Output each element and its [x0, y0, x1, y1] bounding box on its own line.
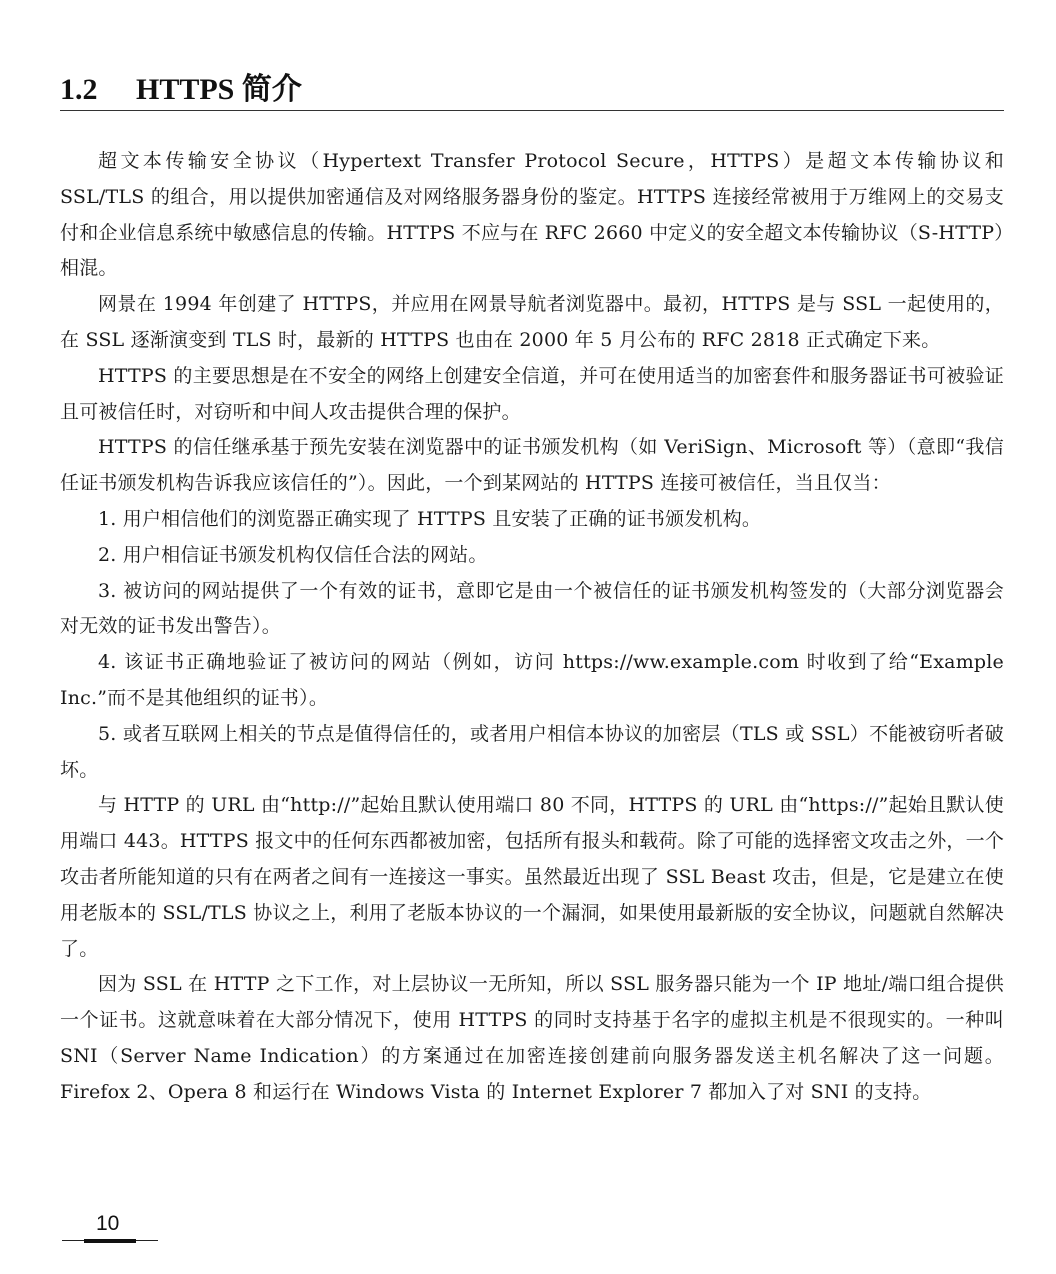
paragraph-url-port: 与 HTTP 的 URL 由“http://”起始且默认使用端口 80 不同，HTTPS 的 URL 由“https://”起始且默认使用端口 443。HTTPS 报文中的任何东西都被加密，包括所有报头和载荷。除了可能的选择密文攻击之外，一个攻击者所能知道的只有在两者之间有一连接这一事实。虽然最近出现了 SSL Beast 攻击，但是，它是建立在使用老版本的 SSL/TLS 协议之上，利用了老版本协议的一个漏洞，如果使用最新版的安全协议，问题就自然解决了。: [60, 794, 1005, 960]
list-item-5: 5. 或者互联网上相关的节点是值得信任的，或者用户相信本协议的加密层（TLS 或 SSL）不能被窃听者破坏。: [60, 722, 1004, 781]
list-item-4: 4. 该证书正确地验证了被访问的网站（例如，访问 https://ww.example.com 时收到了给“Example Inc.”而不是其他组织的证书）。: [60, 651, 1004, 709]
paragraph-main-idea: HTTPS 的主要思想是在不安全的网络上创建安全信道，并可在使用适当的加密套件和服务器证书可被验证且可被信任时，对窃听和中间人攻击提供合理的保护。: [60, 364, 1004, 423]
paragraph-history: 网景在 1994 年创建了 HTTPS，并应用在网景导航者浏览器中。最初，HTTPS 是与 SSL 一起使用的，在 SSL 逐渐演变到 TLS 时，最新的 HTTPS 也由在 2000 年 5 月公布的 RFC 2818 正式确定下来。: [60, 293, 1004, 351]
page-number: 10: [96, 1212, 120, 1235]
section-body: [60, 144, 1004, 1111]
paragraph-intro: 超文本传输安全协议（Hypertext Transfer Protocol Secure，HTTPS）是超文本传输协议和 SSL/TLS 的组合，用以提供加密通信及对网络服务器身份的鉴定。HTTPS 连接经常被用于万维网上的交易支付和企业信息系统中敏感信息的传输。HTTPS 不应与在 RFC 2660 中定义的安全超文本传输协议（S-HTTP）相混。: [60, 150, 1004, 280]
footer-bar: [84, 1239, 136, 1243]
section-heading: [60, 64, 1004, 110]
heading-rule: [60, 110, 1004, 111]
list-item-1: 1. 用户相信他们的浏览器正确实现了 HTTPS 且安装了正确的证书颁发机构。: [98, 507, 762, 530]
section-title: HTTPS 简介: [136, 73, 302, 106]
paragraph-sni: 因为 SSL 在 HTTP 之下工作，对上层协议一无所知，所以 SSL 服务器只能为一个 IP 地址/端口组合提供一个证书。这就意味着在大部分情况下，使用 HTTPS 的同时支持基于名字的虚拟主机是不很现实的。一种叫 SNI（Server Name Indication）的方案通过在加密连接创建前向服务器发送主机名解决了这一问题。Firefox 2、Opera 8 和运行在 Windows Vista 的 Internet Explorer 7 都加入了对 SNI 的支持。: [60, 973, 1004, 1103]
list-item-3: 3. 被访问的网站提供了一个有效的证书，意即它是由一个被信任的证书颁发机构签发的（大部分浏览器会对无效的证书发出警告）。: [60, 579, 1004, 638]
list-item-2: 2. 用户相信证书颁发机构仅信任合法的网站。: [98, 543, 488, 566]
section-number: 1.2: [60, 73, 98, 106]
paragraph-trust: HTTPS 的信任继承基于预先安装在浏览器中的证书颁发机构（如 VeriSign、Microsoft 等）（意即“我信任证书颁发机构告诉我应该信任的”）。因此，一个到某网站的 HTTPS 连接可被信任，当且仅当：: [60, 436, 1004, 495]
